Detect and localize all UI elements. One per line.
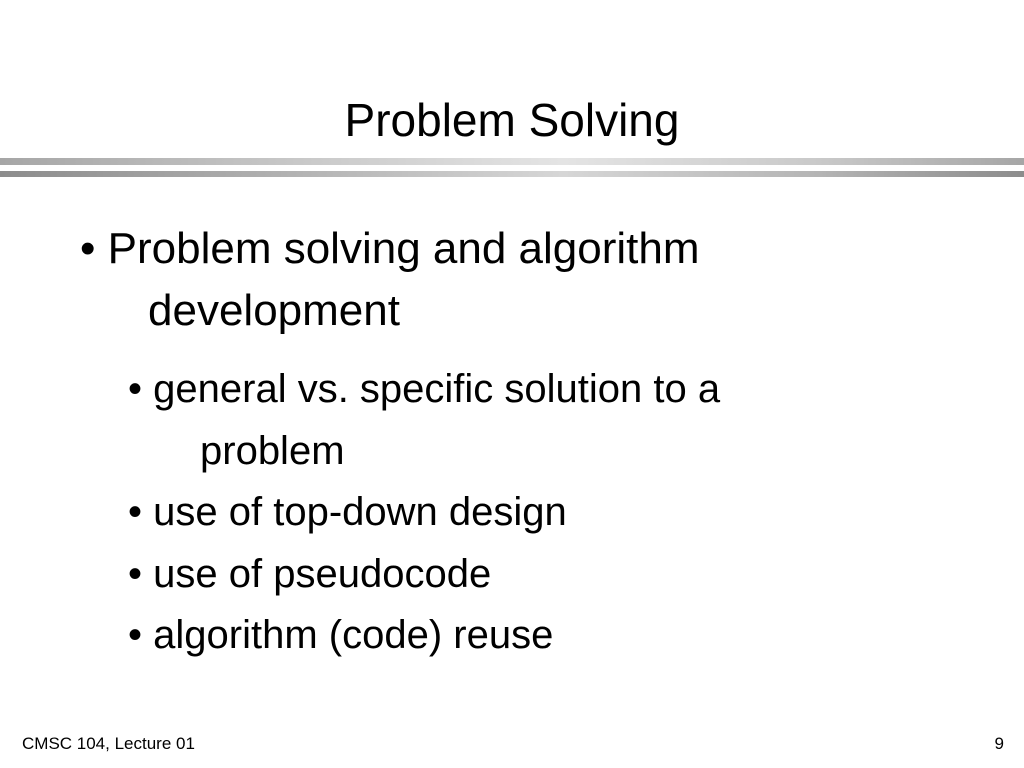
sub-bullet-continuation: problem: [200, 429, 345, 473]
bullet-icon: •: [128, 367, 143, 411]
sub-bullet-line-1: [128, 543, 1008, 605]
sub-bullet-text: algorithm (code) reuse: [153, 613, 554, 657]
sub-bullet: [128, 358, 1008, 482]
bullet-icon: •: [128, 613, 143, 657]
sub-bullet: [128, 543, 1008, 605]
main-bullet-text: Problem solving and algorithm: [107, 224, 700, 273]
sub-bullet-text: use of top-down design: [153, 490, 567, 534]
footer-course-label: CMSC 104, Lecture 01: [22, 734, 195, 753]
sub-bullet-line-1: [128, 358, 1008, 420]
sub-bullet: [128, 481, 1008, 543]
sub-bullet-line-1: [128, 604, 1008, 666]
sub-bullet-text: general vs. specific solution to a: [153, 367, 721, 411]
main-bullet: [80, 218, 980, 342]
bullet-icon: •: [80, 224, 96, 273]
bullet-icon: •: [128, 552, 143, 596]
sub-bullet-text: use of pseudocode: [153, 552, 492, 596]
bullet-icon: •: [128, 490, 143, 534]
footer-page-number: 9: [994, 734, 1004, 753]
sub-bullet-line-1: [128, 481, 1008, 543]
slide-title: Problem Solving: [344, 94, 680, 146]
main-bullet-continuation: development: [148, 286, 400, 335]
sub-bullet: [128, 604, 1008, 666]
main-bullet-line-1: [80, 218, 980, 280]
